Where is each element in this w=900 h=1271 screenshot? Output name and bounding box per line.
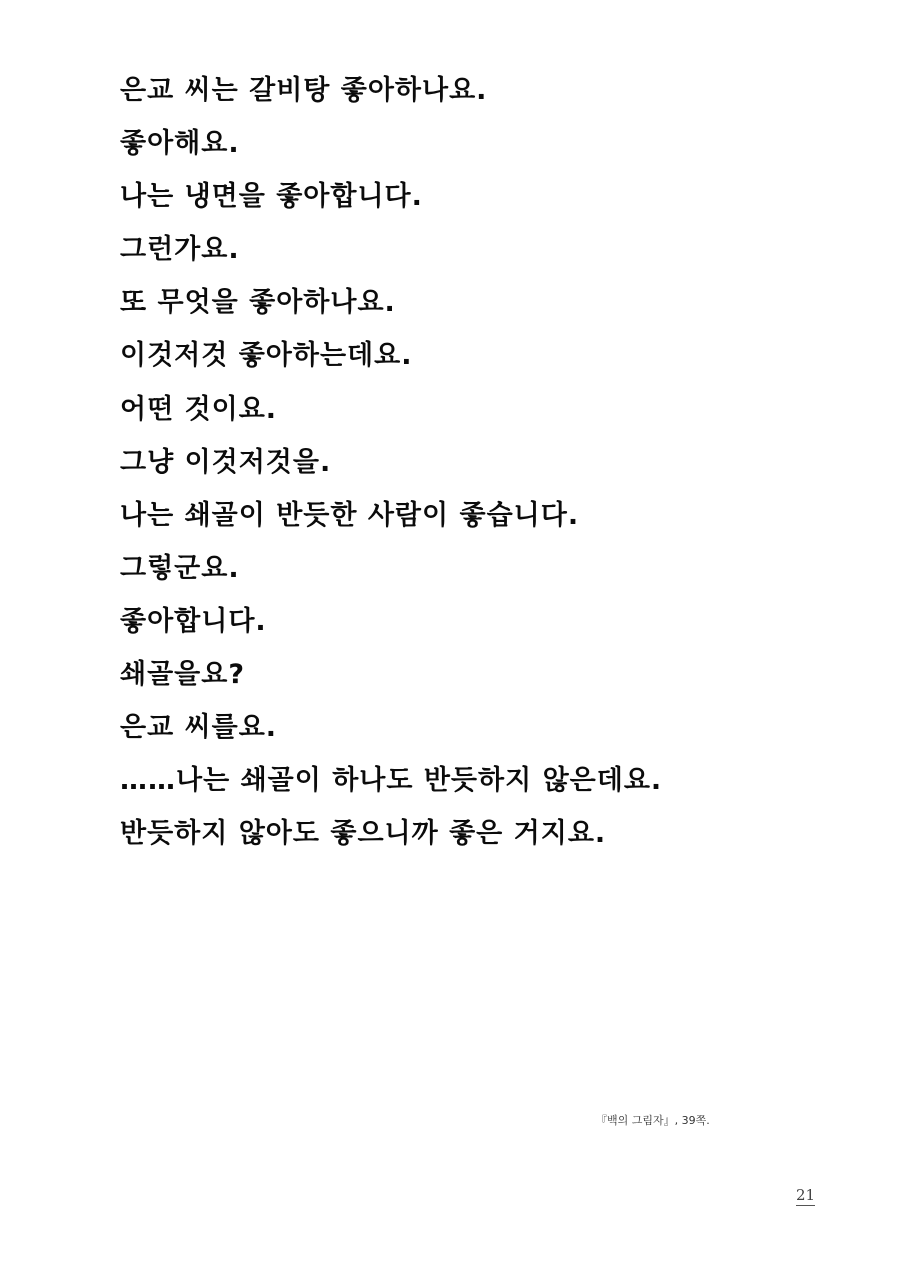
dialogue-line: 좋아합니다. (120, 605, 267, 637)
dialogue-line: 그냥 이것저것을. (120, 446, 332, 478)
dialogue-line: ……나는 쇄골이 하나도 반듯하지 않은데요. (120, 765, 663, 797)
dialogue-line: 그렇군요. (120, 552, 240, 584)
dialogue-line: 좋아해요. (120, 128, 240, 160)
dialogue-line: 또 무엇을 좋아하나요. (120, 287, 396, 319)
dialogue-text (120, 64, 840, 860)
page-number: 21 (796, 1186, 816, 1204)
dialogue-line: 쇄골을요? (120, 659, 245, 691)
dialogue-line: 그런가요. (120, 234, 240, 266)
dialogue-line: 은교 씨를요. (120, 712, 278, 744)
dialogue-line: 나는 쇄골이 반듯한 사람이 좋습니다. (120, 499, 580, 531)
dialogue-line: 이것저것 좋아하는데요. (120, 340, 413, 372)
dialogue-line: 나는 냉면을 좋아합니다. (120, 181, 423, 213)
dialogue-line: 어떤 것이요. (120, 393, 278, 425)
source-citation: 『백의 그림자』, 39쪽. (596, 1114, 710, 1127)
dialogue-line: 은교 씨는 갈비탕 좋아하나요. (120, 75, 488, 106)
dialogue-line: 반듯하지 않아도 좋으니까 좋은 거지요. (120, 818, 607, 850)
